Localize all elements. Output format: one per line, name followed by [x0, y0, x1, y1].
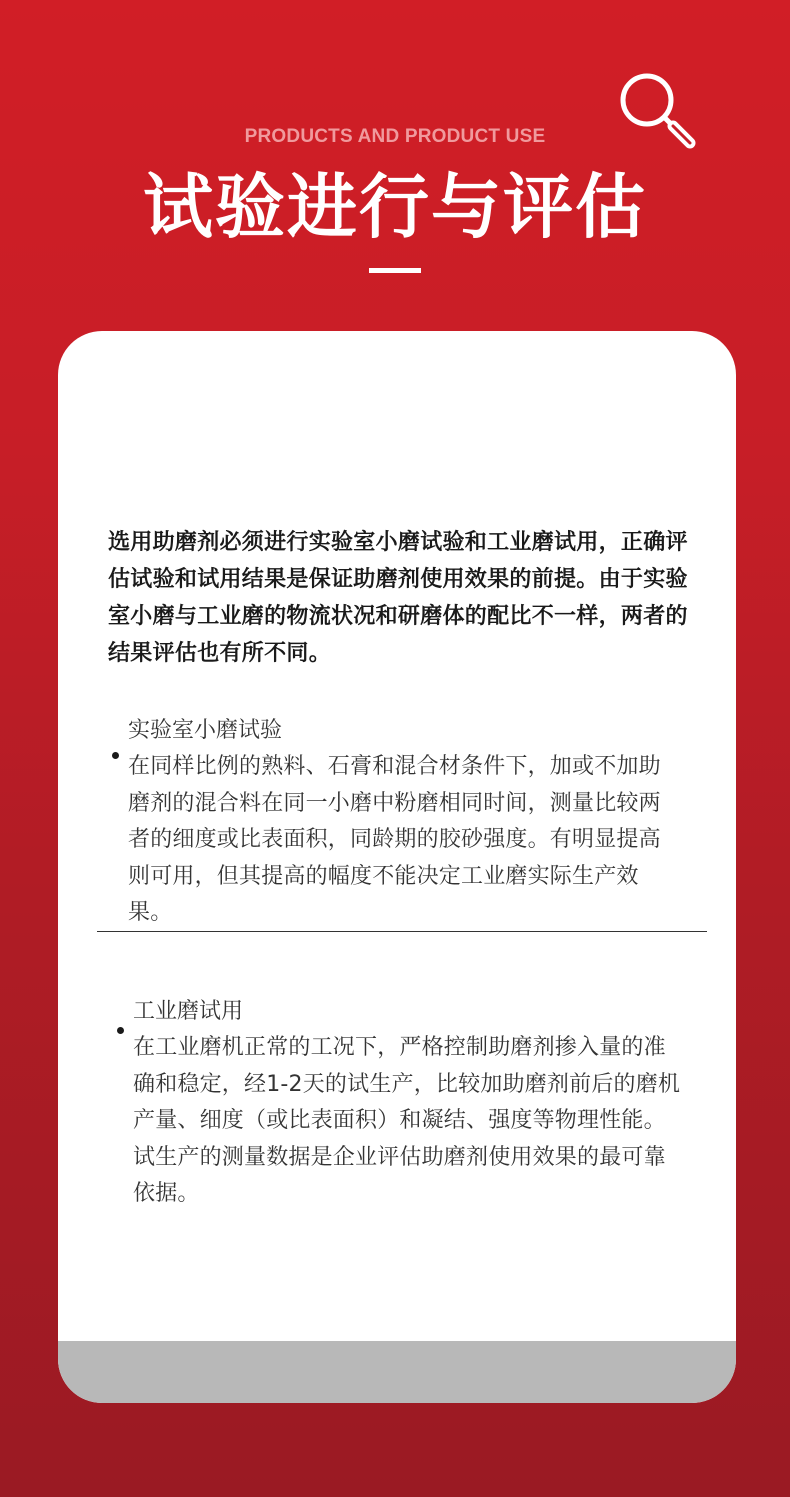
section-lab-test	[128, 713, 708, 932]
intro-paragraph: 选用助磨剂必须进行实验室小磨试验和工业磨试用，正确评估试验和试用结果是保证助磨剂使用效果的前提。由于实验室小磨与工业磨的物流状况和研磨体的配比不一样，两者的结果评估也有所不同。	[108, 530, 688, 666]
bullet-icon	[112, 752, 119, 759]
bullet-icon	[117, 1027, 124, 1034]
page-subtitle: PRODUCTS AND PRODUCT USE	[244, 126, 546, 147]
section-body: 在同样比例的熟料、石膏和混合材条件下，加或不加助磨剂的混合料在同一小磨中粉磨相同时间，测量比较两者的细度或比表面积，同龄期的胶砂强度。有明显提高则可用，但其提高的幅度不能决定工业磨实际生产效果。	[128, 754, 661, 925]
content-card	[58, 331, 736, 1403]
section-body: 在工业磨机正常的工况下，严格控制助磨剂掺入量的准确和稳定，经1-2天的试生产，比较加助磨剂前后的磨机产量、细度（或比表面积）和凝结、强度等物理性能。试生产的测量数据是企业评估助磨剂使用效果的最可靠依据。	[133, 1035, 681, 1206]
section-heading: 实验室小磨试验	[128, 718, 283, 743]
page-title: 试验进行与评估	[143, 166, 647, 248]
section-heading: 工业磨试用	[133, 999, 244, 1024]
section-industrial-trial	[133, 994, 713, 1213]
title-divider	[369, 268, 421, 273]
section-divider	[97, 931, 707, 932]
card-footer-band	[58, 1341, 736, 1403]
